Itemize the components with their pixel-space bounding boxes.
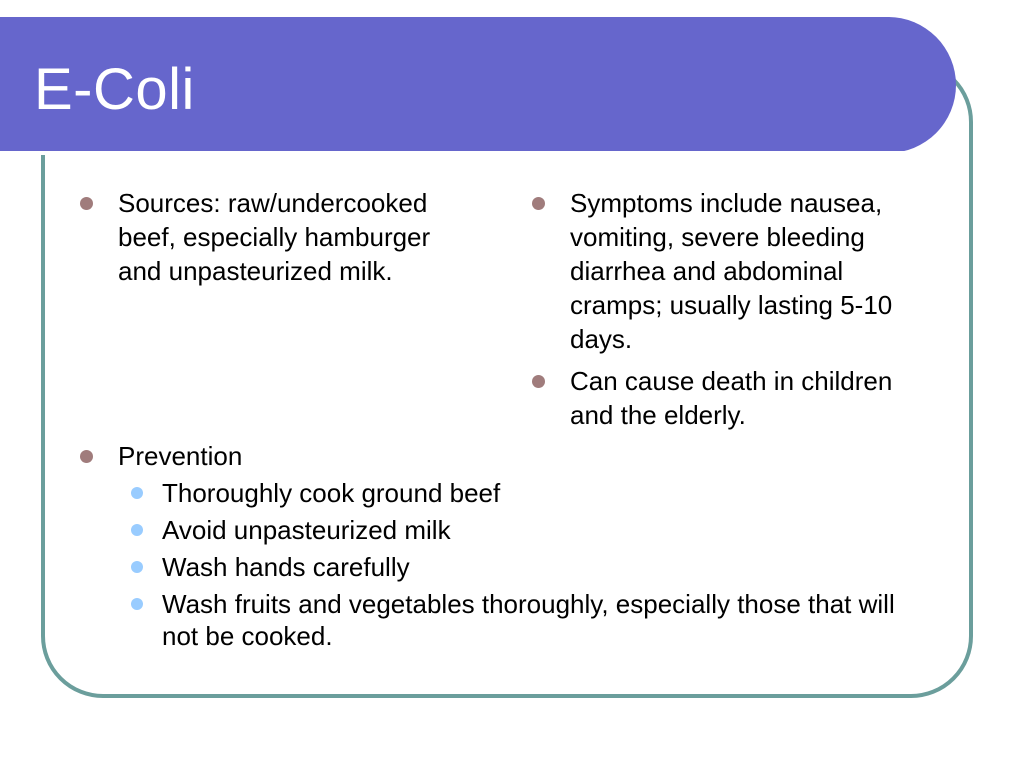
bullet-sources: Sources: raw/undercooked beef, especially hamburger and unpasteurized milk. xyxy=(118,186,478,288)
prevention-item: Wash fruits and vegetables thoroughly, especially those that will not be cooked. xyxy=(162,588,932,652)
slide-title: E-Coli xyxy=(34,57,195,122)
bullet-death-risk: Can cause death in children and the elderly. xyxy=(570,364,940,432)
prevention-item: Wash hands carefully xyxy=(162,551,862,583)
prevention-item: Avoid unpasteurized milk xyxy=(162,514,862,546)
bullet-prevention-heading: Prevention xyxy=(118,439,418,473)
bullet-symptoms: Symptoms include nausea, vomiting, severe bleeding diarrhea and abdominal cramps; usually lasting 5-10 days. xyxy=(570,186,940,356)
title-underline xyxy=(0,151,906,155)
prevention-item: Thoroughly cook ground beef xyxy=(162,477,862,509)
title-bar xyxy=(0,17,956,153)
